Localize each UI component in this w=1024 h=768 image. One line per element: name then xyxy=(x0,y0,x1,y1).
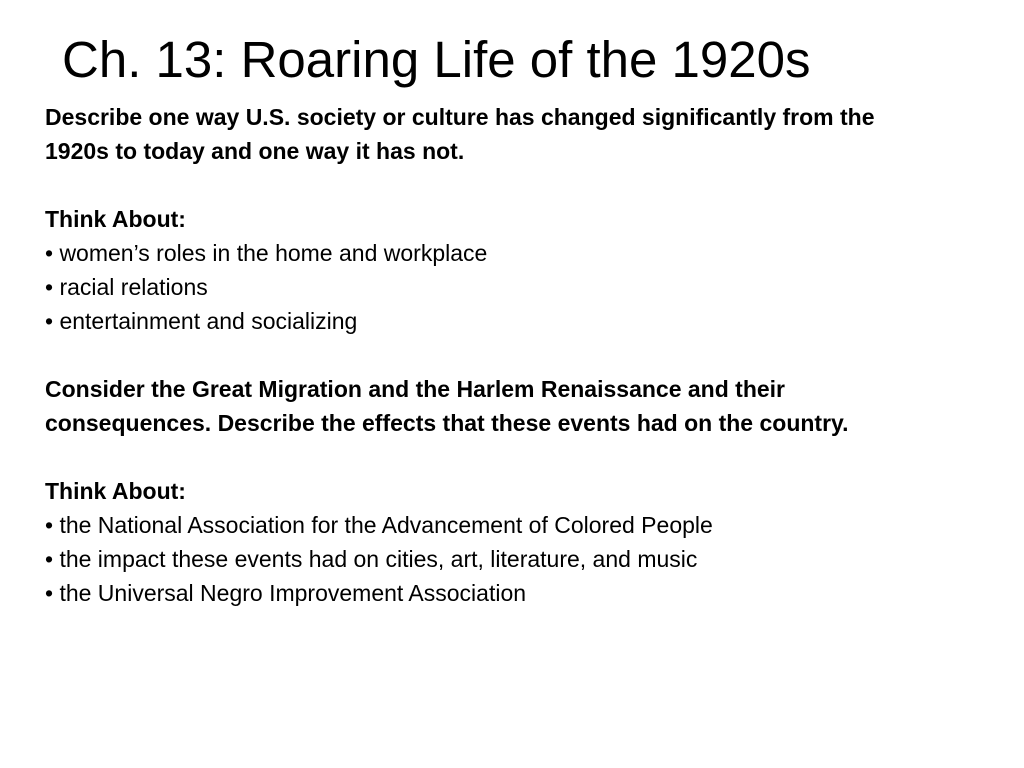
section2-bullet-unia: • the Universal Negro Improvement Association xyxy=(45,580,527,606)
section2-think-about-heading: Think About: xyxy=(45,478,186,504)
spacer xyxy=(45,168,985,202)
section2-prompt-line2: consequences. Describe the effects that these events had on the country. xyxy=(45,410,849,436)
spacer xyxy=(45,440,985,474)
section1-bullet-racial-relations: • racial relations xyxy=(45,274,208,300)
section2-prompt-line1: Consider the Great Migration and the Harlem Renaissance and their xyxy=(45,376,786,402)
slide-body xyxy=(45,100,985,610)
section1-bullet-entertainment: • entertainment and socializing xyxy=(45,308,358,334)
section1-bullet-womens-roles: • women’s roles in the home and workplace xyxy=(45,240,488,266)
slide-title: Ch. 13: Roaring Life of the 1920s xyxy=(62,31,811,88)
section2-bullet-naacp: • the National Association for the Advancement of Colored People xyxy=(45,512,713,538)
section1-prompt-line2: 1920s to today and one way it has not. xyxy=(45,138,465,164)
section1-think-about-heading: Think About: xyxy=(45,206,186,232)
spacer xyxy=(45,338,985,372)
section1-prompt-line1: Describe one way U.S. society or culture has changed significantly from the xyxy=(45,104,875,130)
section2-bullet-impact: • the impact these events had on cities, art, literature, and music xyxy=(45,546,698,572)
